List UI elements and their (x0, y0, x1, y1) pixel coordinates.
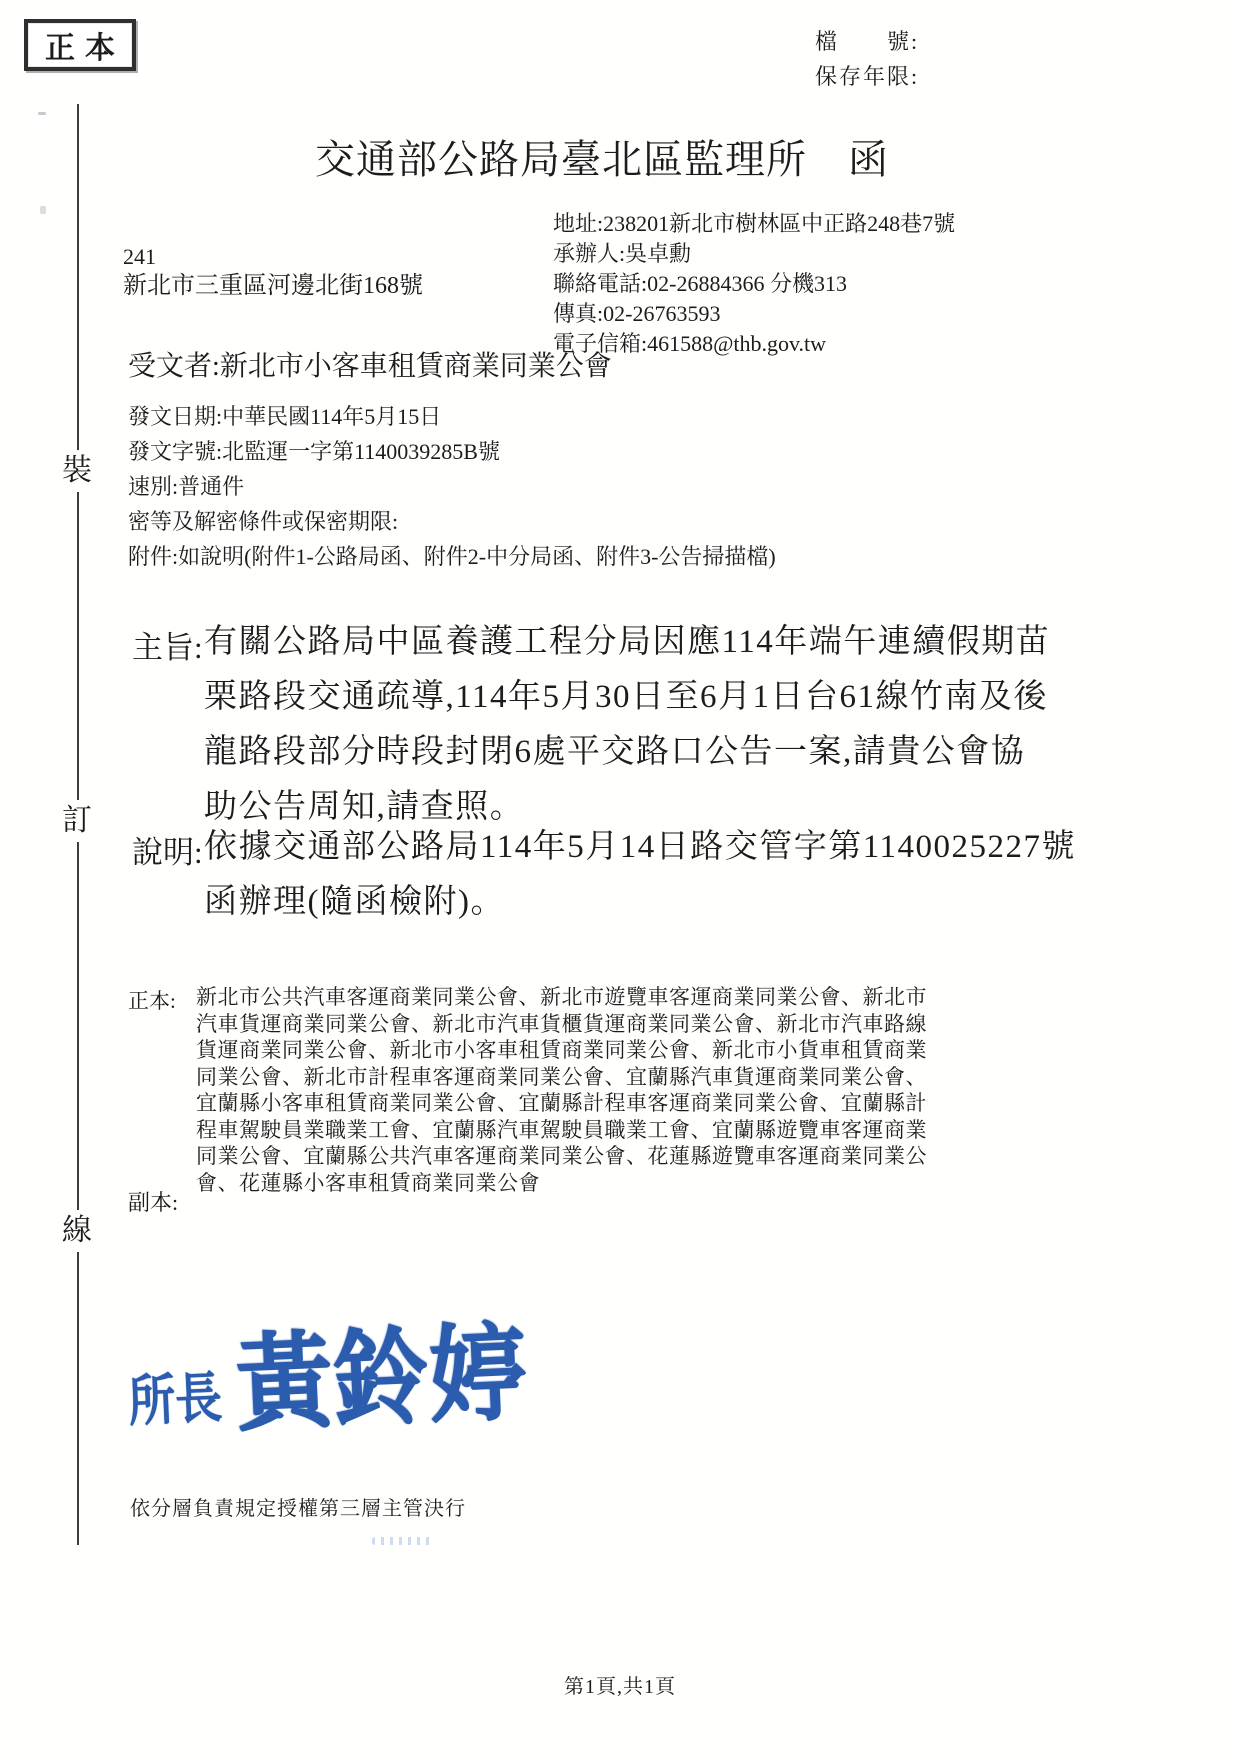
cc-label: 副本: (128, 1190, 179, 1215)
binding-mark-zhuang: 裝 (57, 450, 97, 492)
sender-address: 地址:238201新北市樹林區中正路248巷7號 (553, 211, 956, 236)
subject-line: 龍路段部分時段封閉6處平交路口公告一案,請貴公會協 (204, 734, 1026, 770)
original-recipients-line: 汽車貨運商業同業公會、新北市汽車貨櫃貨運商業同業公會、新北市汽車路線 (196, 1011, 927, 1036)
subject-line: 有關公路局中區養護工程分局因應114年端午連續假期苗 (204, 624, 1051, 660)
sender-phone: 聯絡電話:02-26884366 分機313 (553, 271, 847, 296)
scan-speck (38, 112, 46, 115)
description-line: 依據交通部公路局114年5月14日路交管字第1140025227號 (204, 829, 1077, 865)
original-recipients-line: 貨運商業同業公會、新北市小客車租賃商業同業公會、新北市小貨車租賃商業 (196, 1038, 927, 1062)
retention-period-label: 保存年限: (815, 64, 920, 89)
original-recipients-line: 新北市公共汽車客運商業同業公會、新北市遊覽車客運商業同業公會、新北市 (196, 985, 927, 1009)
signature-name: 黃鈴婷 (233, 1314, 528, 1444)
file-header (815, 24, 919, 94)
security-class-line: 密等及解密條件或保密期限: (128, 509, 399, 534)
original-recipients-label: 正本: (128, 989, 176, 1013)
signature-title: 所長 (127, 1367, 224, 1433)
sender-contact-block (553, 209, 955, 359)
recipient-postal-code: 241 (123, 244, 156, 269)
document-title: 交通部公路局臺北區監理所 函 (315, 137, 889, 182)
description-body (204, 820, 1076, 930)
issue-date-line: 發文日期:中華民國114年5月15日 (128, 404, 442, 429)
addressee-line: 受文者:新北市小客車租賃商業同業公會 (128, 351, 612, 382)
description-label: 說明: (132, 835, 203, 870)
original-recipients-list (196, 984, 927, 1196)
ink-smudge (372, 1537, 432, 1545)
file-number-label: 檔 號: (815, 29, 920, 54)
original-copy-stamp-label: 正本 (45, 32, 125, 65)
recipient-street-address: 新北市三重區河邊北街168號 (123, 273, 423, 299)
subject-line: 助公告周知,請查照。 (204, 789, 525, 825)
original-recipients-line: 會、花蓮縣小客車租賃商業同業公會 (196, 1170, 540, 1195)
attachment-line: 附件:如說明(附件1-公路局函、附件2-中分局函、附件3-公告掃描檔) (128, 544, 776, 569)
document-meta-block (128, 399, 776, 574)
sender-email: 電子信箱:461588@thb.gov.tw (553, 331, 827, 356)
sender-fax: 傳真:02-26763593 (553, 301, 721, 326)
sender-contact-person: 承辦人:吳卓勳 (553, 241, 692, 266)
original-copy-stamp (24, 19, 136, 71)
binding-mark-xian: 線 (57, 1210, 97, 1252)
scan-speck (40, 206, 46, 214)
speed-class-line: 速別:普通件 (128, 474, 245, 499)
original-recipients-line: 程車駕駛員業職業工會、宜蘭縣汽車駕駛員職業工會、宜蘭縣遊覽車客運商業 (196, 1117, 927, 1142)
subject-label: 主旨: (132, 630, 203, 665)
description-line: 函辦理(隨函檢附)。 (204, 884, 505, 920)
recipient-postal-block (123, 243, 423, 301)
original-recipients-line: 同業公會、宜蘭縣公共汽車客運商業同業公會、花蓮縣遊覽車客運商業同業公 (196, 1144, 927, 1168)
authorization-note: 依分層負責規定授權第三層主管決行 (130, 1498, 466, 1520)
subject-line: 栗路段交通疏導,114年5月30日至6月1日台61線竹南及後 (204, 679, 1049, 715)
page-number-footer: 第1頁,共1頁 (564, 1676, 676, 1698)
original-recipients-line: 同業公會、新北市計程車客運商業同業公會、宜蘭縣汽車貨運商業同業公會、 (196, 1064, 927, 1089)
binding-mark-ding: 訂 (57, 800, 97, 842)
subject-body (204, 615, 1050, 835)
issue-number-line: 發文字號:北監運一字第1140039285B號 (128, 439, 500, 464)
original-recipients-line: 宜蘭縣小客車租賃商業同業公會、宜蘭縣計程車客運商業同業公會、宜蘭縣計 (196, 1091, 927, 1115)
director-signature (124, 1285, 611, 1486)
